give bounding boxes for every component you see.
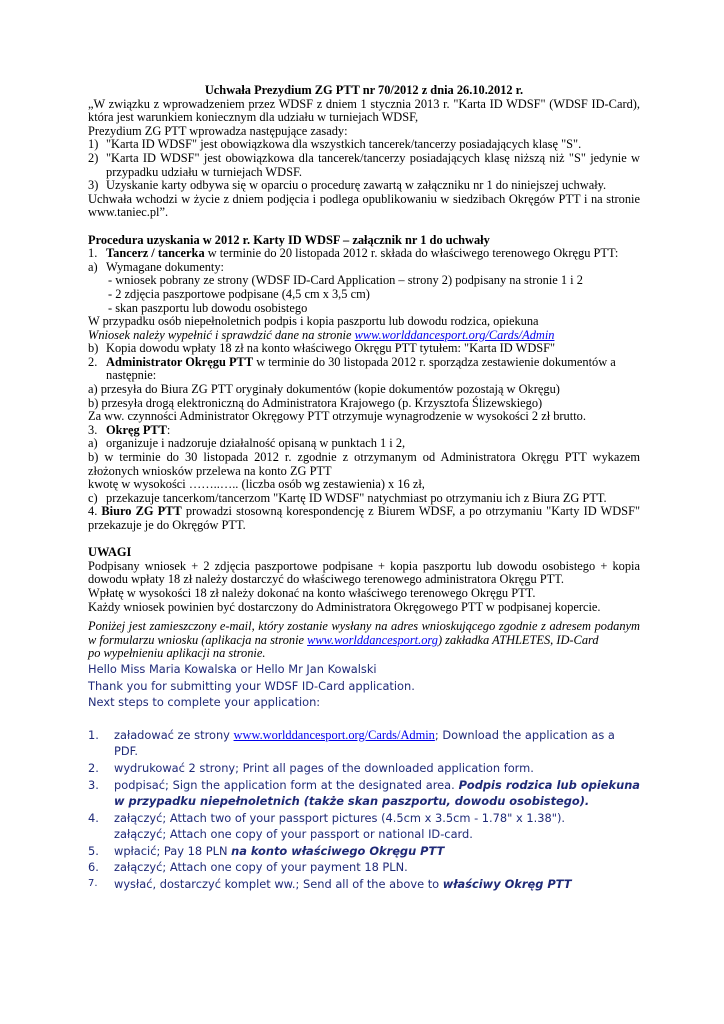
- uwagi-paragraph: Podpisany wniosek + 2 zdjęcia paszportowe podpisane + kopia paszportu lub dowodu osobistego + kopia dowodu wpłaty 18 zł należy dostarczyć do właściwego terenowego administratora Okręgu PTT.: [88, 558, 640, 587]
- rule-item: 1) "Karta ID WDSF" jest obowiązkowa dla wszystkich tancerek/tancerzy posiadających klasę "S".: [88, 137, 582, 152]
- procedure-step-3-amount: kwotę w wysokości ……..….. (liczba osób wg zestawienia) x 16 zł,: [88, 477, 425, 492]
- document-title: Uchwała Prezydium ZG PTT nr 70/2012 z dnia 26.10.2012 r.: [204, 83, 524, 97]
- uwagi-paragraph: Wpłatę w wysokości 18 zł należy dokonać na konto właściwego terenowego Okręgu PTT.: [88, 585, 536, 600]
- wdsf-link[interactable]: www.worlddancesport.org: [307, 632, 438, 647]
- email-step: 1. załadować ze strony www.worlddancesport.org/Cards/Admin; Download the application as a PDF.: [88, 727, 615, 759]
- email-step: 2. wydrukować 2 strony; Print all pages of the downloaded application form.: [88, 760, 534, 775]
- procedure-step-2: 2. Administrator Okręgu PTT w terminie do 30 listopada 2012 r. sporządza zestawienie dokumentów a następnie:: [88, 354, 616, 383]
- procedure-step-1b: b) Kopia dowodu wpłaty 18 zł na konto właściwego Okręgu PTT tytułem: "Karta ID WDSF": [88, 341, 556, 356]
- procedure-step-3b: b) w terminie do 30 listopada 2012 r. zgodnie z otrzymanym od Administratora Okręgu PTT wykazem złożonych wniosków przelewa na konto ZG PTT: [88, 450, 640, 478]
- intro-paragraph: „W związku z wprowadzeniem przez WDSF z dniem 1 stycznia 2013 r. "Karta ID WDSF" (WDSF ID-Card), która jest warunkiem koniecznym dla udziału w turniejach WDSF,: [88, 96, 640, 125]
- uwagi-paragraph: Każdy wniosek powinien być dostarczony do Administratora Okręgowego PTT w podpisanej kopercie.: [88, 599, 601, 614]
- email-step: 4. załączyć; Attach two of your passport pictures (4.5cm x 3.5cm - 1.78" x 1.38").: [88, 810, 566, 825]
- email-step: 6. załączyć; Attach one copy of your payment 18 PLN.: [88, 860, 408, 875]
- doc-item: - skan paszportu lub dowodu osobistego: [108, 300, 308, 315]
- intro-rules-lead: Prezydium ZG PTT wprowadza następujące zasady:: [88, 123, 348, 138]
- doc-item: - 2 zdjęcia paszportowe podpisane (4,5 cm x 3,5 cm): [108, 286, 370, 301]
- admin-link[interactable]: www.worlddancesport.org/Cards/Admin: [354, 327, 555, 342]
- email-next-steps: Next steps to complete your application:: [88, 695, 321, 710]
- uwagi-heading: UWAGI: [88, 545, 132, 560]
- email-thanks: Thank you for submitting your WDSF ID-Card application.: [88, 678, 415, 693]
- procedure-step-3a: a) organizuje i nadzoruje działalność opisaną w punktach 1 i 2,: [88, 436, 406, 451]
- admin-link[interactable]: www.worlddancesport.org/Cards/Admin: [233, 727, 435, 742]
- email-note-end: po wypełnieniu aplikacji na stronie.: [88, 646, 266, 661]
- email-step: 5. wpłacić; Pay 18 PLN na konto właściwego Okręgu PTT: [88, 843, 445, 858]
- procedure-step-1: 1. Tancerz / tancerka w terminie do 20 listopada 2012 r. składa do właściwego terenowego Okręgu PTT:: [88, 246, 619, 261]
- admin-payment-note: Za ww. czynności Administrator Okręgowy PTT otrzymuje wynagrodzenie w wysokości 2 zł brutto.: [88, 409, 586, 424]
- email-greeting: Hello Miss Maria Kowalska or Hello Mr Jan Kowalski: [88, 661, 377, 676]
- minor-note: W przypadku osób niepełnoletnich podpis i kopia paszportu lub dowodu rodzica, opiekuna: [88, 314, 539, 329]
- procedure-heading: Procedura uzyskania w 2012 r. Karty ID WDSF – załącznik nr 1 do uchwały: [88, 232, 490, 247]
- procedure-step-1a: a) Wymagane dokumenty:: [88, 259, 224, 274]
- procedure-step-3c: c) przekazuje tancerkom/tancerzom "Kartę ID WDSF" natychmiast po otrzymaniu ich z Biura ZG PTT.: [88, 490, 607, 505]
- rule-item: 3) Uzyskanie karty odbywa się w oparciu o procedurę zawartą w załączniku nr 1 do niniejszej uchwały.: [88, 178, 607, 193]
- doc-item: - wniosek pobrany ze strony (WDSF ID-Card Application – strony 2) podpisany na stronie 1 i 2: [108, 273, 583, 288]
- email-step: załączyć; Attach one copy of your passport or national ID-card.: [114, 827, 473, 842]
- online-note: Wniosek należy wypełnić i sprawdzić dane na stronie www.worlddancesport.org/Cards/Admin: [88, 327, 555, 342]
- email-note: Poniżej jest zamieszczony e-mail, który zostanie wysłany na adres wnioskującego zgodnie z adresem podanym w formularzu wniosku (aplikacja na stronie www.worlddancesport.org) zakładka ATHLETES, ID-Card: [88, 619, 640, 647]
- email-step: 3. podpisać; Sign the application form at the designated area. Podpis rodzica lub opiekuna w przypadku niepełnoletnich (także skan paszportu, dowodu osobistego).: [88, 777, 640, 809]
- document-page: [88, 84, 640, 893]
- procedure-step-3: 3. Okręg PTT:: [88, 422, 171, 437]
- procedure-step-2a: a) przesyła do Biura ZG PTT oryginały dokumentów (kopie dokumentów pozostają w Okręgu): [88, 382, 560, 397]
- procedure-step-2b: b) przesyła drogą elektroniczną do Administratora Krajowego (p. Krzysztofa Ślizewskiego): [88, 395, 543, 410]
- email-step: 7. wysłać, dostarczyć komplet ww.; Send all of the above to właściwy Okręg PTT: [88, 877, 572, 892]
- procedure-step-4: 4. Biuro ZG PTT prowadzi stosowną korespondencję z Biurem WDSF, a po otrzymaniu "Karty ID WDSF" przekazuje je do Okręgów PTT.: [88, 504, 641, 532]
- email-body: [88, 661, 640, 893]
- effective-paragraph: Uchwała wchodzi w życie z dniem podjęcia i podlega opublikowaniu w siedzibach Okręgów PTT i na stronie www.taniec.pl”.: [88, 191, 640, 220]
- rule-item: 2) "Karta ID WDSF" jest obowiązkowa dla tancerek/tancerzy posiadających klasę niższą niż "S" jedynie w przypadku udziału w turniejach WDSF.: [88, 150, 640, 179]
